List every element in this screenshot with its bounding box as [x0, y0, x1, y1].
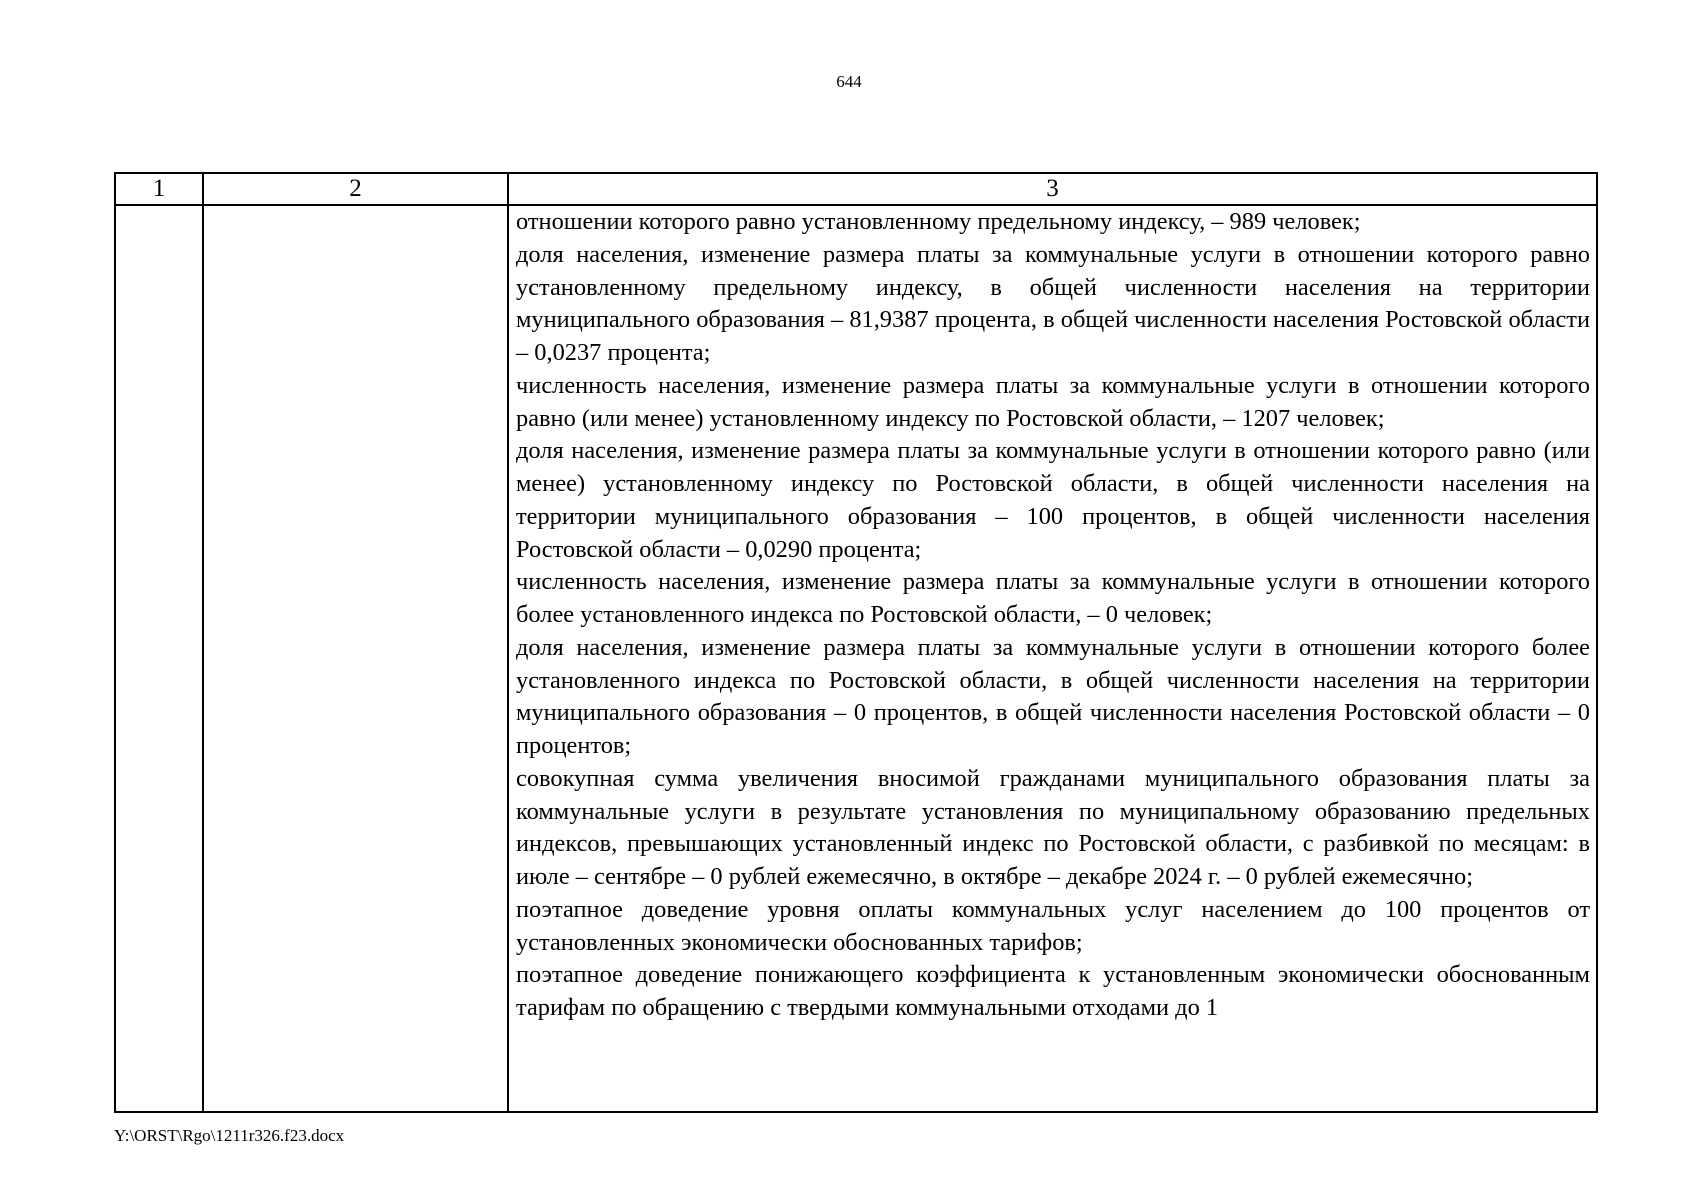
column-2-cell	[203, 205, 508, 1112]
paragraph-share-at-or-below-index: доля населения, изменение размера платы за коммунальные услуги в отношении которого равно (или менее) установленному индексу по Ростовской области, в общей численности населения на территории муниципального образования – 100 процентов, в общей численности населения Ростовской области – 0,0290 процента;	[516, 437, 1590, 563]
page-number: 644	[836, 72, 862, 91]
paragraph-count-above-index: численность населения, изменение размера платы за коммунальные услуги в отношении которого более установленного индекса по Ростовской области, – 0 человек;	[516, 568, 1590, 628]
paragraph-residents-count-at-limit-end: отношении которого равно установленному предельному индексу, – 989 человек;	[516, 208, 1361, 235]
paragraph-share-at-limit: доля населения, изменение размера платы за коммунальные услуги в отношении которого равно установленному предельному индексу, в общей численности населения на территории муниципального образования – 81,9387 процента, в общей численности населения Ростовской области – 0,0237 процента;	[516, 240, 1590, 366]
column-1-cell	[115, 205, 203, 1112]
table-row	[115, 205, 1597, 1112]
column-header-2: 2	[203, 173, 508, 205]
paragraph-count-at-or-below-index: численность населения, изменение размера платы за коммунальные услуги в отношении которого равно (или менее) установленному индексу по Ростовской области, – 1207 человек;	[516, 371, 1590, 432]
column-3-cell	[508, 205, 1597, 1112]
footer-file-path: Y:\ORST\Rgo\1211r326.f23.docx	[114, 1126, 345, 1145]
paragraph-total-increase-sum: совокупная сумма увеличения вносимой гражданами муниципального образования платы за коммунальные услуги в результате установления по муниципальному образованию предельных индексов, превышающих установленный индекс по Ростовской области, с разбивкой по месяцам: в июле – сентябре – 0 рублей ежемесячно, в октябре – декабре 2024 г. – 0 рублей ежемесячно;	[516, 764, 1590, 890]
document-table	[114, 172, 1598, 1113]
table-header-row	[115, 173, 1597, 205]
paragraph-share-above-index: доля населения, изменение размера платы за коммунальные услуги в отношении которого более установленного индекса по Ростовской области, в общей численности населения на территории муниципального образования – 0 процентов, в общей численности населения Ростовской области – 0 процентов;	[516, 633, 1590, 759]
paragraph-payment-level: поэтапное доведение уровня оплаты коммунальных услуг населением до 100 процентов от установленных экономически обоснованных тарифов;	[516, 895, 1590, 956]
column-header-1: 1	[115, 173, 203, 205]
column-header-3: 3	[508, 173, 1597, 205]
paragraph-reducing-coefficient: поэтапное доведение понижающего коэффициента к установленным экономически обоснованным тарифам по обращению с твердыми коммунальными отходами до 1	[516, 961, 1590, 1021]
